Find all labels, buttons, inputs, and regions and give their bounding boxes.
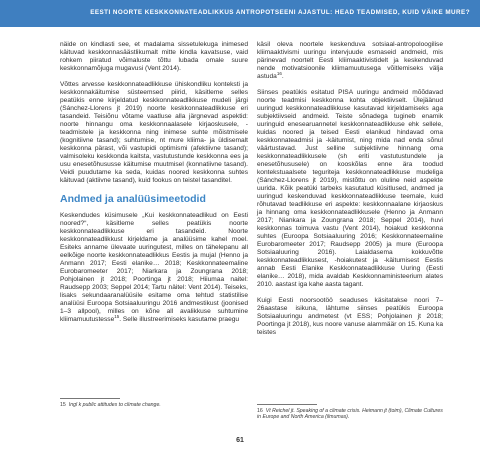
- footnote-number: 16: [257, 408, 263, 414]
- paragraph: [60, 212, 248, 324]
- left-column: [60, 41, 248, 332]
- running-title: EESTI NOORTE KESKKONNATEADLIKKUS ANTROPOTSEENI AJASTUL: HEAD TEADMISED, KUID VÄIKE MURE?: [90, 9, 470, 16]
- right-column: [257, 41, 443, 345]
- paragraph-text: .: [281, 73, 284, 80]
- paragraph: Kuigi Eesti noorsootöö seaduses käsitatakse noori 7–26aastase isikuna, lähtume siinses peatükis Euroopa Sotsiaaluuringu andmetest (vt ESS; Pohjolainen jt 2018; Poortinga jt 2018), kus noore vanuse alammäär on 15. Kuna ka teistes: [257, 297, 443, 336]
- footnote-ref[interactable]: 16: [276, 70, 282, 76]
- header-band: [0, 0, 480, 27]
- footnote-ref[interactable]: 15: [114, 313, 120, 319]
- footnote-16: [257, 408, 443, 420]
- footnote-divider: [257, 404, 317, 405]
- section-title: Andmed ja analüüsimeetodid: [60, 193, 206, 205]
- paragraph-text: Keskendudes küsimusele „Kui keskkonnateadlikud on Eesti noored?“, käsitleme selles peatükis noorte keskkonnateadlikkuse eri tasandeid. Noorte keskkonnateadlikkust kirjeldame ja analüüsime kahel moel. Esiteks anname ülevaate uuringutest, milles on tähelepanu all eelkõige noorte keskkonnateadlikkus Eestis ja mujal (Henno ja Anmann 2017; Eesti elanike… 2018; Keskkonnateemaline Eurobaromeeter 2017; Niarkara ja Zoungrana 2018; Pohjolainen jt 2018; Poortinga jt 2018; Hiiumaa naitel: Raudsepp 2003; Seppel 2014; Tartu näitel: Vent 2014). Teiseks, lisaks sekundaaranalüüsile esitame oma tehtud statistilise analüüsi Euroopa Sotsiaaluuringu 2016 andmestikust (joonised 1–3 allpool), milles on kõne all avalikkuse suhtumine kliimamuutustesse: [60, 212, 248, 323]
- footnote-text: Ingl k public attitudes to climate change.: [68, 402, 161, 408]
- paragraph: Võttes arvesse keskkonnateadlikkuse ühiskondliku konteksti ja keskkonnakäitumise süsteemsed piirid, käsitleme selles peatükis enne kirjeldatud keskkonnateadlikkuse mudeli järgi (Sánchez-Llorens jt 2019) noorte keskkonnateadlikkuse eri tasandeid. Teisiõnu võtame vaatluse alla järgnevad aspektid: noorte hinnangu oma keskkonnaalasele kirjaoskusele, -teadmistele ja keskkonna ning inimese suhte mõistmisele (kognitiivne tasand); suhtumise, nt mure kliima- ja üldisemalt keskkonna pärast, või vastupidi optimismi (afektiivne tasand); valmisoleku keskkonda kaitsta, vastutustunde keskkonna ees ja usu enesetõhususse käitumise muutmisel (konnatiivne tasand). Veidi puudutame ka seda, kuidas noored keskkonna suhtes käituvad (aktiivne tasand), kuid fookus on teistel tasanditel.: [60, 81, 248, 184]
- footnote-number: 15: [60, 402, 66, 408]
- paragraph: [257, 41, 443, 81]
- footnote-divider: [60, 398, 120, 399]
- paragraph-text: . Selle illustreerimiseks kasutame praegu: [119, 316, 240, 323]
- footnote-text: Vt Reichel jt. Speaking of a climate crisis. Heimann jt (toim), Climate Cultures in Europe and North America (ilmumas).: [257, 408, 443, 421]
- page-number: 61: [236, 437, 244, 444]
- paragraph: Siinses peatükis esitatud PISA uuringu andmeid mõõdavad noorte teadmisi keskkonna kohta objektiivselt. Ülejäänud uuringud keskkonnateadlikkuse kasutavad kirjeldamiseks aga subjektiivseid andmeid. Teiste sõnadega tugineb enamik uuringuid enesearuannetel keskkonnateadlikkuse ehk sellele, kuidas noored ja teised Eesti elanikud hindavad oma keskkonnateadmisi ja -käitumist, ning mida nad enda sõnul väärtustavad. Just selline subjektiivne hinnang oma keskkonnateadlikkusele (sh eriti vastutustundele ja enesetõhususele) on kooskõlas enne ära toodud kontekstuaalsete teguriteja keskkonnateadlikkuse mudeliga (Sánchez-Llorens jt 2019), mistõttu on oluline neid aspekte uurida. Kõik peatüki tarbeks kasutatud küsitlused, andmed ja uuringud keskenduvad keskkonnateadlikkuse teemale, kuid rõhutavad teadlikkuse eri aspekte: keskkonnaalane kirjaoskus ja hinnang oma keskkonnateadlikkusele (Henno ja Anmann 2017; Niankara ja Zoungrana 2018; Seppel 2014), huvi keskkonnas toimuva vastu (Vent 2014), hoiakud keskkonna suhtes (Euroopa Sotsiaaluuring 2016; Keskkonnateemaline Eurobaromeeter 2017; Raudsepp 2005) ja mure (Euroopa Sotsiaaluuring 2016). Laialdasema kokkuvõtte keskkonnateadlikkusest, -hoiakutest ja -käitumisest Eestis annab Eesti Elanike Keskkonnateadlikkuse Uuring (Eesti elanike… 2018), mida avaldab Keskkonnaministeerium alates 2010. aastast iga kahe aasta tagant.: [257, 89, 443, 288]
- footnote-15: [60, 402, 248, 408]
- paragraph: näide on kindlasti see, et madalama sissetulekuga inimesed käituvad keskkonnasäästlikumalt mitte kindla kavatsuse, vaid rohkem piiratud võimaluste tõttu lubada omale suure keskkonnamõjuga mugavusi (Vent 2014).: [60, 41, 248, 72]
- paragraph-text: käsil oleva noortele keskenduva sotsiaal-antropoloogilise kliimaaktivismi uuringu intervjuude esmaseid andmeid, mis pärinevad noortelt Eesti kliimaaktivistidelt ja keskenduvad nende motivatsioonile kliimamuutusega võitlemiseks välja astuda: [257, 41, 443, 80]
